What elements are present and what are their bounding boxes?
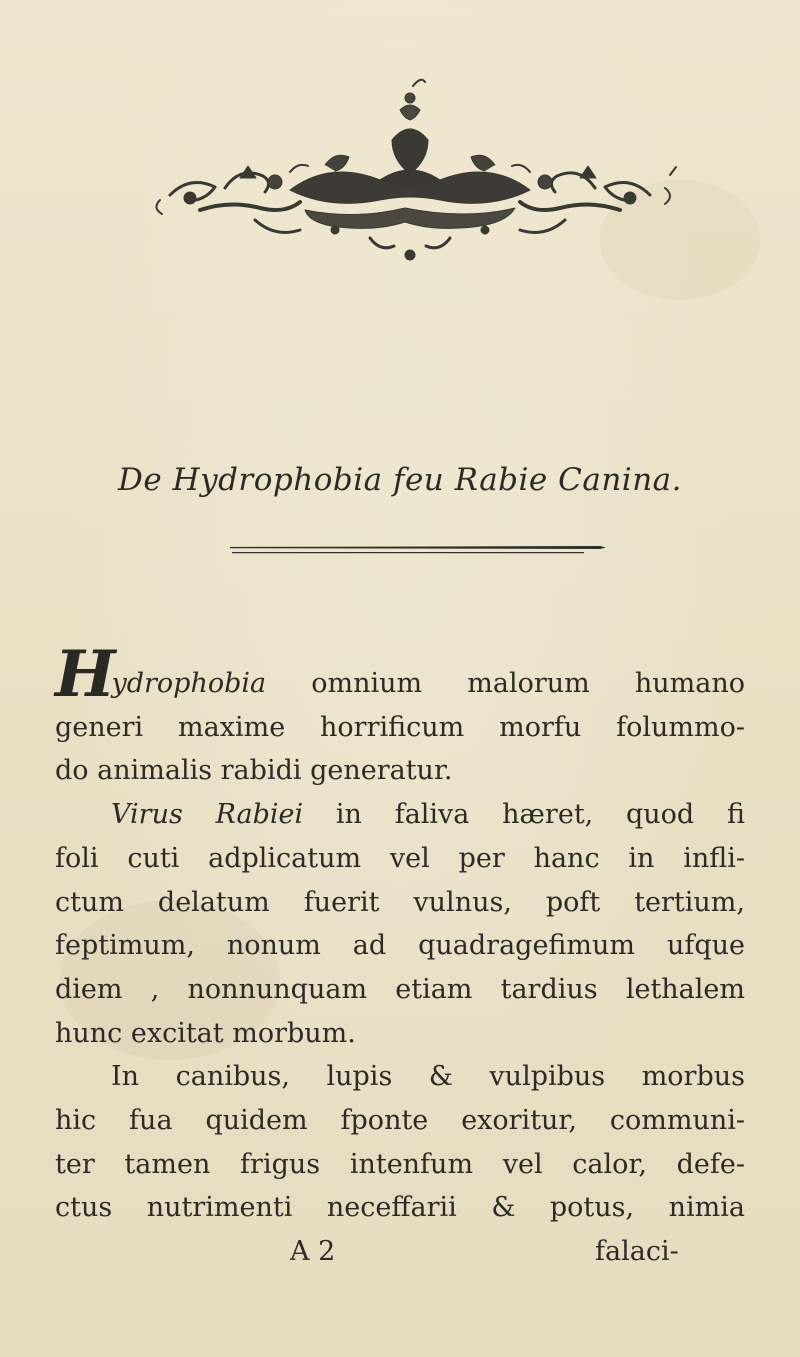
text-line: ctus nutrimenti neceffarii & potus, nimia <box>55 1192 745 1224</box>
text-line-italic: ydrophobia <box>111 668 267 699</box>
text-line: feptimum, nonum ad quadragefimum ufque <box>55 930 745 962</box>
title-main: Hydrophobia <box>172 462 383 498</box>
text-line <box>55 637 745 712</box>
text-line: ter tamen frigus intenfum vel calor, defe- <box>55 1148 745 1180</box>
text-line: do animalis rabidi generatur. <box>55 755 453 787</box>
floral-headpiece-ornament-icon <box>130 70 690 285</box>
title-rest: Rabie Canina. <box>454 462 683 498</box>
drop-cap: H <box>55 637 114 712</box>
body-text <box>55 637 745 1274</box>
text-line-content: omnium malorum humano <box>266 668 745 699</box>
text-line-italic: Virus Rabiei <box>111 799 304 831</box>
text-line: hic fua quidem fponte exoritur, communi- <box>55 1105 745 1137</box>
text-line-content: in faliva hæret, quod fi <box>303 799 745 831</box>
title-connector: feu <box>392 462 445 498</box>
text-line: foli cuti adplicatum vel per hanc in infli- <box>55 842 745 874</box>
catchword: falaci- <box>595 1236 679 1268</box>
signature-mark: A 2 <box>290 1236 336 1268</box>
text-line: In canibus, lupis & vulpibus morbus <box>111 1061 745 1093</box>
text-line <box>55 793 745 837</box>
text-line: generi maxime horrificum morfu folummo- <box>55 711 745 743</box>
double-rule-divider <box>230 545 606 555</box>
page-footer <box>55 1230 745 1274</box>
page-title <box>0 462 800 498</box>
text-line: ctum delatum fuerit vulnus, poft tertium, <box>55 886 745 918</box>
text-line: hunc excitat morbum. <box>55 1017 356 1049</box>
title-prefix: De <box>117 462 163 498</box>
text-line: diem , nonnunquam etiam tardius lethalem <box>55 973 745 1005</box>
